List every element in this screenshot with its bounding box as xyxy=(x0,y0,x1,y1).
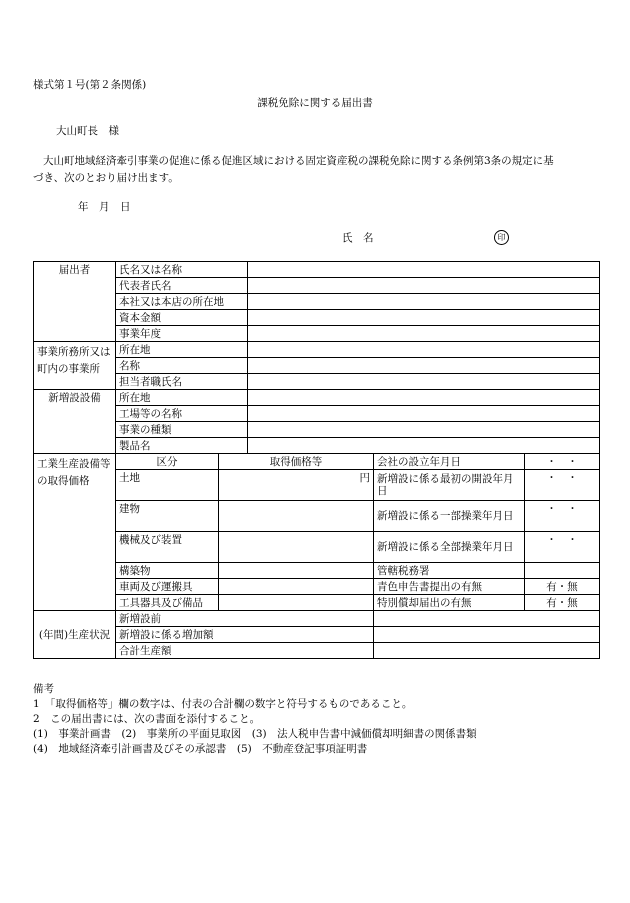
new-facility-row-label: 所在地 xyxy=(116,390,248,406)
category-header: 区分 xyxy=(116,454,219,470)
new-facility-section-label: 新増設設備 xyxy=(34,390,116,454)
date-input-cell[interactable]: ・ ・ xyxy=(525,454,600,470)
date-input-cell[interactable]: ・ ・ xyxy=(525,532,600,563)
price-input-cell[interactable] xyxy=(219,532,374,563)
notifier-value-cell[interactable] xyxy=(248,326,600,342)
price-input-cell[interactable] xyxy=(219,470,374,501)
addressee: 大山町長 様 xyxy=(56,125,119,137)
office-value-cell[interactable] xyxy=(248,374,600,390)
office-section-label: 事業所務所又は町内の事業所 xyxy=(34,342,116,390)
document-title: 課税免除に関する届出書 xyxy=(257,97,373,109)
date-input-cell[interactable]: ・ ・ xyxy=(525,501,600,532)
production-value-cell[interactable] xyxy=(374,643,600,659)
date-field: 年 月 日 xyxy=(78,201,131,213)
production-row-label: 新増設前 xyxy=(116,611,374,627)
notifier-value-cell[interactable] xyxy=(248,294,600,310)
category-label: 建物 xyxy=(116,501,219,532)
notifier-value-cell[interactable] xyxy=(248,262,600,278)
new-facility-row-label: 事業の種類 xyxy=(116,422,248,438)
tax-office-input-cell[interactable] xyxy=(525,563,600,579)
note-item: 2 この届出書には、次の書面を添付すること。 xyxy=(33,713,261,725)
notes-heading: 備考 xyxy=(33,683,54,695)
acquisition-right-label: 特別償却届出の有無 xyxy=(374,595,525,611)
production-row-label: 新増設に係る増加額 xyxy=(116,627,374,643)
new-facility-value-cell[interactable] xyxy=(248,438,600,454)
yes-no-choice[interactable]: 有・無 xyxy=(525,579,600,595)
price-header: 取得価格等 xyxy=(219,454,374,470)
notifier-row-label: 本社又は本店の所在地 xyxy=(116,294,248,310)
office-row-label: 担当者職氏名 xyxy=(116,374,248,390)
price-input-cell[interactable] xyxy=(219,563,374,579)
yen-unit: 円 xyxy=(359,472,370,484)
price-input-cell[interactable] xyxy=(219,579,374,595)
notifier-value-cell[interactable] xyxy=(248,310,600,326)
office-row-label: 名称 xyxy=(116,358,248,374)
category-label: 車両及び運搬具 xyxy=(116,579,219,595)
acquisition-right-label: 新増設に係る一部操業年月日 xyxy=(374,501,525,532)
note-item: (1) 事業計画書 (2) 事業所の平面見取図 (3) 法人税申告書中減価償却明細書の関係書類 xyxy=(33,728,477,740)
notifier-row-label: 事業年度 xyxy=(116,326,248,342)
acquisition-right-label: 会社の設立年月日 xyxy=(374,454,525,470)
office-row-label: 所在地 xyxy=(116,342,248,358)
notes-section xyxy=(33,682,477,757)
category-label: 土地 xyxy=(116,470,219,501)
production-value-cell[interactable] xyxy=(374,627,600,643)
acquisition-right-label: 青色申告書提出の有無 xyxy=(374,579,525,595)
production-section-label: (年間)生産状況 xyxy=(34,611,116,659)
new-facility-value-cell[interactable] xyxy=(248,406,600,422)
notification-table xyxy=(33,261,600,659)
category-label: 機械及び装置 xyxy=(116,532,219,563)
new-facility-value-cell[interactable] xyxy=(248,422,600,438)
production-row-label: 合計生産額 xyxy=(116,643,374,659)
notifier-row-label: 氏名又は名称 xyxy=(116,262,248,278)
production-value-cell[interactable] xyxy=(374,611,600,627)
notifier-row-label: 資本金額 xyxy=(116,310,248,326)
new-facility-row-label: 製品名 xyxy=(116,438,248,454)
intro-line-2: づき、次のとおり届け出ます。 xyxy=(33,172,179,184)
notifier-row-label: 代表者氏名 xyxy=(116,278,248,294)
office-value-cell[interactable] xyxy=(248,342,600,358)
acquisition-section-label: 工業生産設備等の取得価格 xyxy=(34,454,116,611)
acquisition-right-label: 新増設に係る最初の開設年月日 xyxy=(374,470,525,501)
name-label: 氏 名 xyxy=(342,232,374,244)
form-number: 様式第１号(第２条関係) xyxy=(33,79,147,91)
acquisition-right-label: 新増設に係る全部操業年月日 xyxy=(374,532,525,563)
notifier-section-label: 届出者 xyxy=(34,262,116,342)
note-item: 1 「取得価格等」欄の数字は、付表の合計欄の数字と符号するものであること。 xyxy=(33,698,413,710)
date-input-cell[interactable]: ・ ・ xyxy=(525,470,600,501)
yes-no-choice[interactable]: 有・無 xyxy=(525,595,600,611)
new-facility-value-cell[interactable] xyxy=(248,390,600,406)
seal-icon: 印 xyxy=(494,230,509,245)
price-input-cell[interactable] xyxy=(219,501,374,532)
category-label: 工具器具及び備品 xyxy=(116,595,219,611)
category-label: 構築物 xyxy=(116,563,219,579)
new-facility-row-label: 工場等の名称 xyxy=(116,406,248,422)
intro-line-1: 大山町地域経済牽引事業の促進に係る促進区域における固定資産税の課税免除に関する条例第3条の規定に基 xyxy=(43,155,554,167)
notifier-value-cell[interactable] xyxy=(248,278,600,294)
note-item: (4) 地域経済牽引計画書及びその承認書 (5) 不動産登記事項証明書 xyxy=(33,743,368,755)
acquisition-right-label: 管轄税務署 xyxy=(374,563,525,579)
seal-mark xyxy=(494,230,509,245)
office-value-cell[interactable] xyxy=(248,358,600,374)
price-input-cell[interactable] xyxy=(219,595,374,611)
